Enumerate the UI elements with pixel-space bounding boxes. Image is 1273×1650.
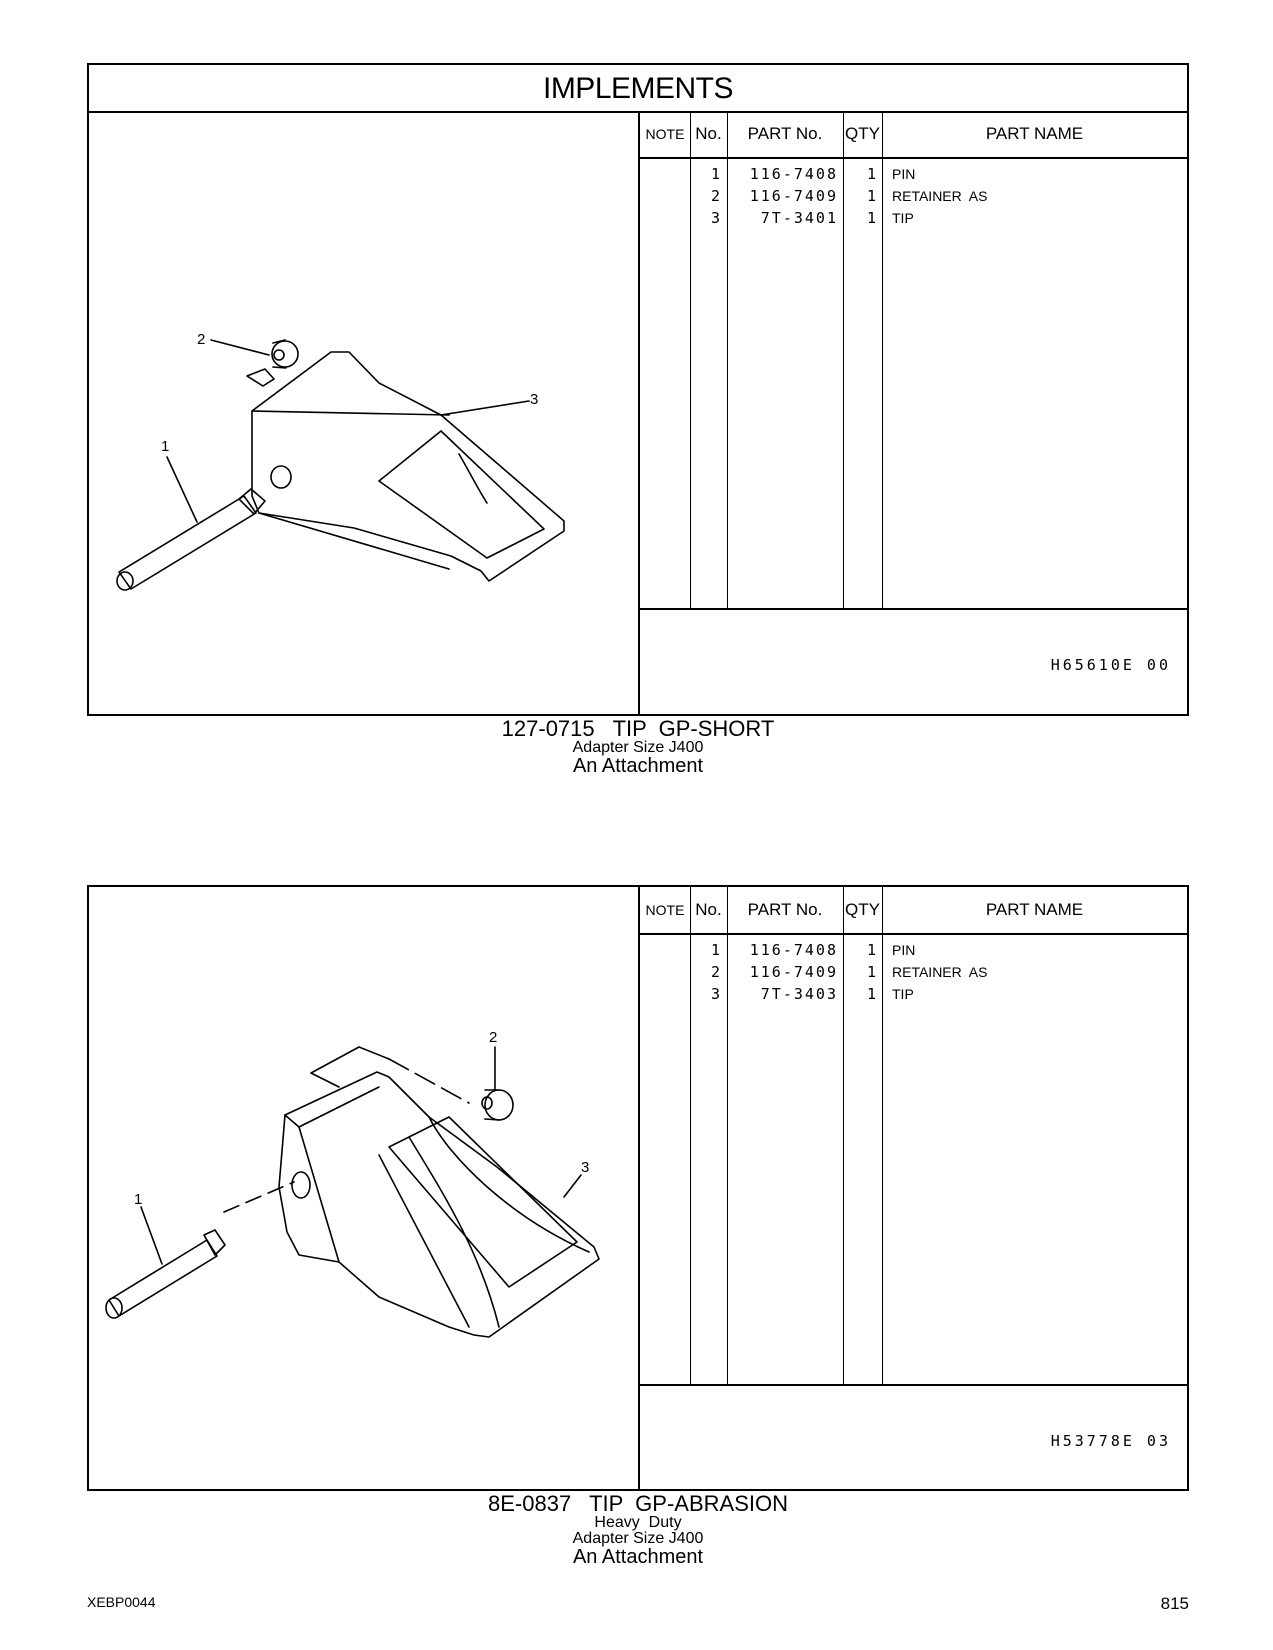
parts-list-1 — [640, 111, 1187, 714]
illustration-code-area — [640, 608, 1187, 718]
group-title: 8E-0837 TIP GP-ABRASION — [488, 1491, 788, 1516]
parts-panel-1 — [87, 63, 1189, 716]
parts-list-header — [640, 111, 1187, 159]
illustration-code: H65610E 00 — [1050, 656, 1171, 674]
section-title: IMPLEMENTS — [89, 65, 1187, 113]
col-note: NOTE — [645, 902, 685, 918]
document-id: XEBP0044 — [87, 1594, 156, 1610]
col-qty: QTY — [845, 900, 880, 919]
attachment-label: An Attachment — [572, 755, 704, 777]
tip-short-drawing — [89, 111, 638, 714]
col-no: No. — [695, 900, 722, 919]
col-part-name: PART NAME — [985, 900, 1084, 919]
part-row: 2 116-7409 1 RETAINER AS — [710, 187, 988, 205]
callout-3: 3 — [530, 391, 539, 408]
callout-2: 2 — [489, 1029, 498, 1046]
attachment-label: An Attachment — [572, 1546, 704, 1568]
part-row: 2 116-7409 1 RETAINER AS — [710, 963, 988, 981]
group-caption-1 — [87, 718, 1189, 777]
col-part-no: PART No. — [747, 124, 823, 143]
group-note: Adapter Size J400 — [572, 739, 704, 756]
group-title: 127-0715 TIP GP-SHORT — [501, 716, 775, 741]
illustration-code-area — [640, 1384, 1187, 1493]
group-note: Adapter Size J400 — [572, 1530, 704, 1547]
group-note: Heavy Duty — [594, 1514, 682, 1531]
part-row: 3 7T-3403 1 TIP — [710, 985, 914, 1003]
callout-3: 3 — [581, 1159, 590, 1176]
col-note: NOTE — [645, 126, 685, 142]
exploded-view-illustration-2 — [89, 887, 640, 1489]
callout-1: 1 — [161, 438, 170, 455]
page-number: 815 — [1160, 1594, 1189, 1613]
parts-list-header — [640, 887, 1187, 935]
parts-panel-2 — [87, 885, 1189, 1491]
group-caption-2 — [87, 1493, 1189, 1568]
parts-list-2 — [640, 887, 1187, 1489]
callout-2: 2 — [197, 331, 206, 348]
exploded-view-illustration-1 — [89, 111, 640, 714]
callout-1: 1 — [134, 1191, 143, 1208]
illustration-code: H53778E 03 — [1050, 1432, 1171, 1450]
col-no: No. — [695, 124, 722, 143]
tip-abrasion-drawing — [89, 887, 638, 1489]
col-qty: QTY — [845, 124, 880, 143]
part-row: 3 7T-3401 1 TIP — [710, 209, 914, 227]
col-part-name: PART NAME — [985, 124, 1084, 143]
part-row: 1 116-7408 1 PIN — [710, 941, 916, 959]
part-row: 1 116-7408 1 PIN — [710, 165, 916, 183]
col-part-no: PART No. — [747, 900, 823, 919]
